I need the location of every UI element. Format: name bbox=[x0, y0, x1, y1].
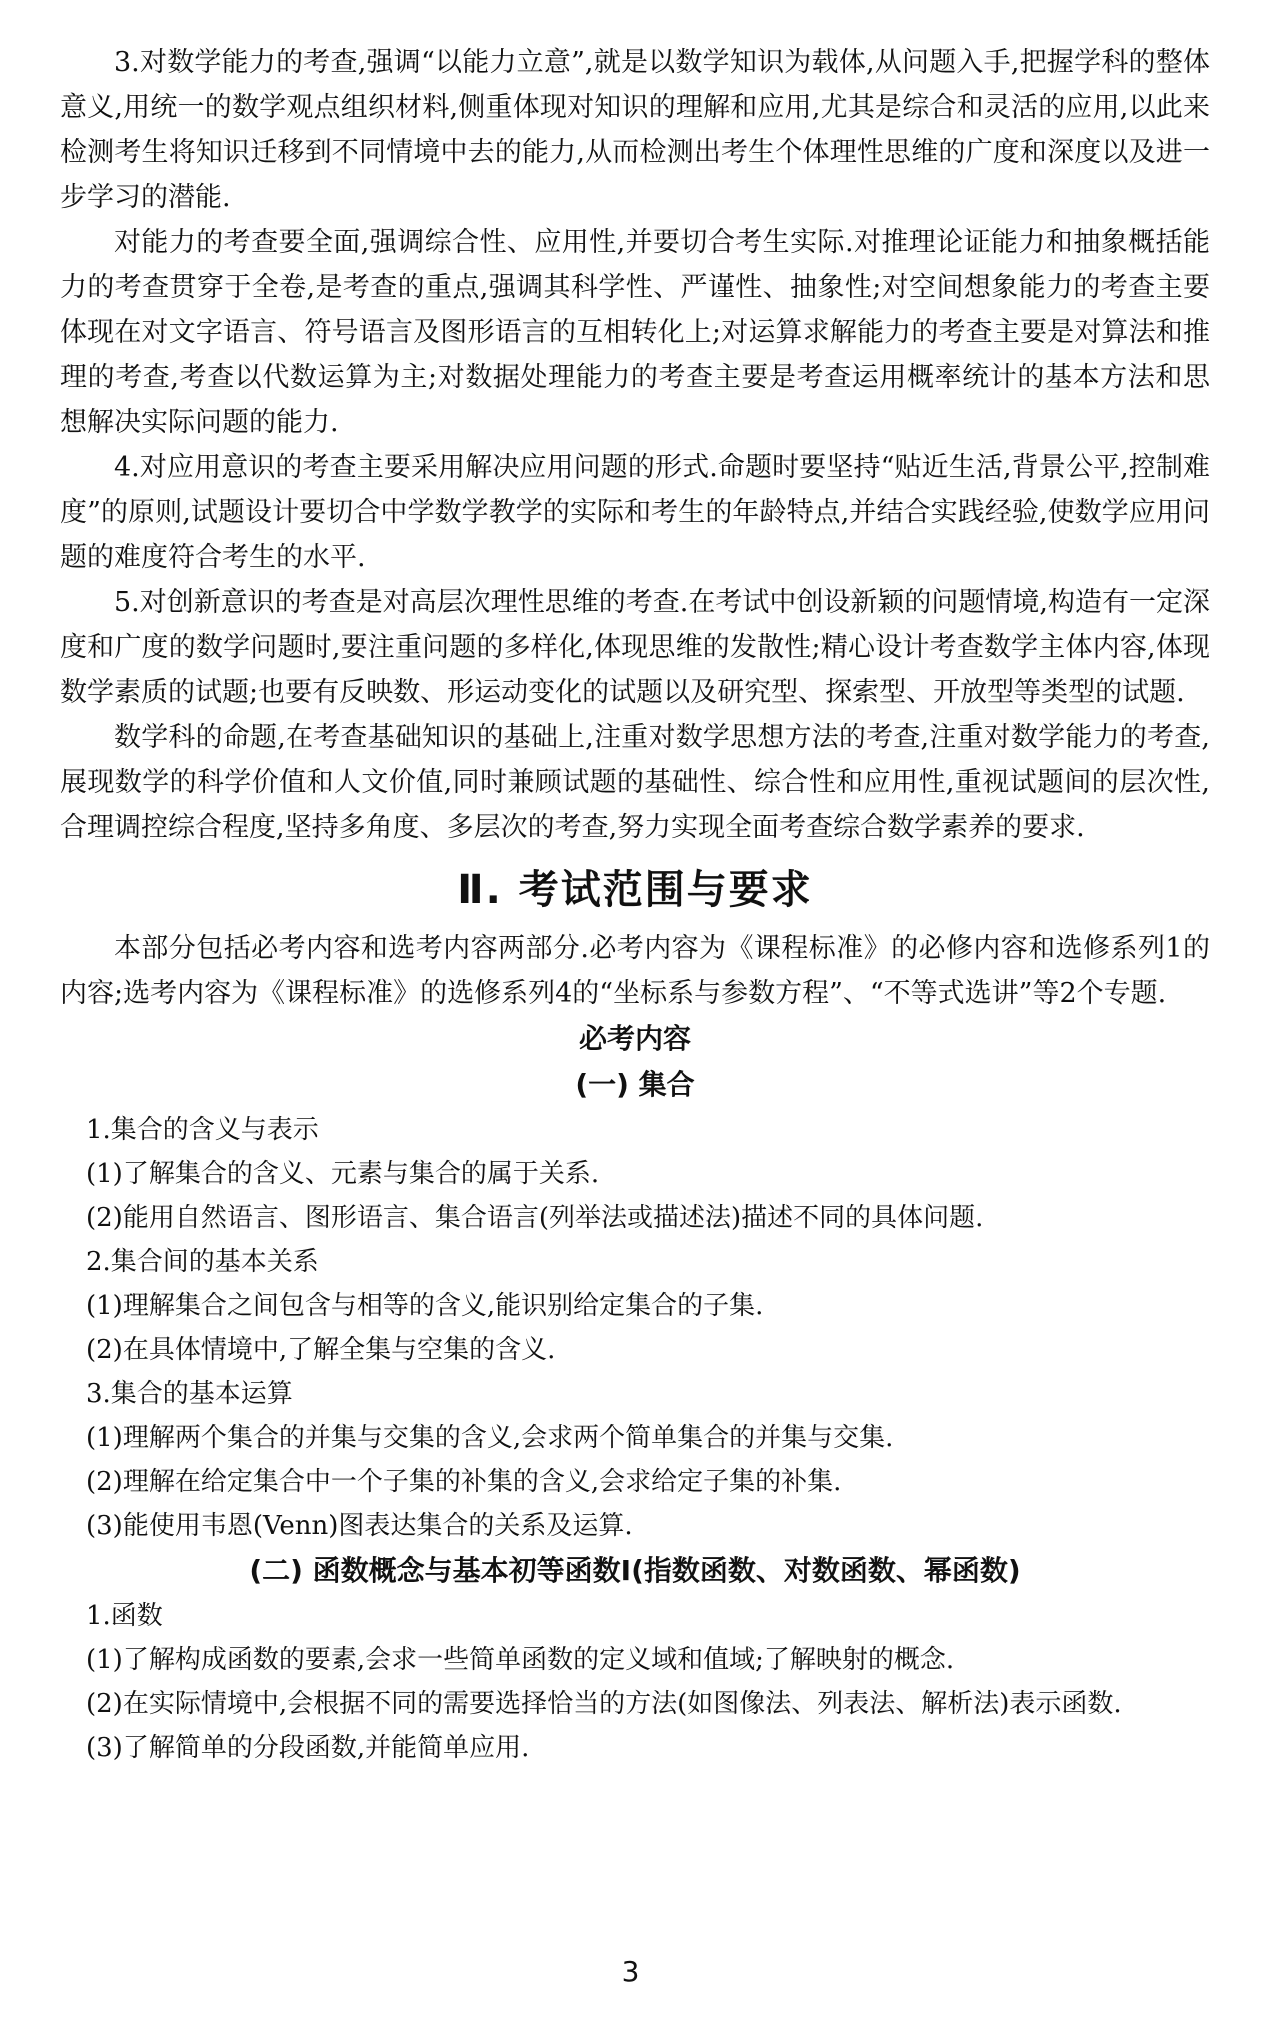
section-sets-title: (一) 集合 bbox=[575, 1068, 695, 1101]
list-item: (1)理解两个集合的并集与交集的含义,会求两个简单集合的并集与交集. bbox=[86, 1423, 894, 1453]
section-functions-title: (二) 函数概念与基本初等函数Ⅰ(指数函数、对数函数、幂函数) bbox=[249, 1554, 1021, 1587]
paragraph-ability-assessment: 对能力的考查要全面,强调综合性、应用性,并要切合考生实际.对推理论证能力和抽象概括能力的考查贯穿于全卷,是考查的重点,强调其科学性、严谨性、抽象性;对空间想象能力的考查主要体现在对文字语言、符号语言及图形语言的互相转化上;对运算求解能力的考查主要是对算法和推理的考查,考查以代数运算为主;对数据处理能力的考查主要是考查运用概率统计的基本方法和思想解决实际问题的能力. bbox=[60, 227, 1210, 438]
list-item: 1.函数 bbox=[86, 1601, 163, 1631]
list-item: (1)了解集合的含义、元素与集合的属于关系. bbox=[86, 1159, 600, 1189]
list-item: (2)在具体情境中,了解全集与空集的含义. bbox=[86, 1335, 556, 1365]
paragraph-math-proposition: 数学科的命题,在考查基础知识的基础上,注重对数学思想方法的考查,注重对数学能力的考查,展现数学的科学价值和人文价值,同时兼顾试题的基础性、综合性和应用性,重视试题间的层次性,合理调控综合程度,坚持多角度、多层次的考查,努力实现全面考查综合数学素养的要求. bbox=[60, 722, 1210, 843]
paragraph-math-ability: 3.对数学能力的考查,强调“以能力立意”,就是以数学知识为载体,从问题入手,把握学科的整体意义,用统一的数学观点组织材料,侧重体现对知识的理解和应用,尤其是综合和灵活的应用,以此来检测考生将知识迁移到不同情境中去的能力,从而检测出考生个体理性思维的广度和深度以及进一步学习的潜能. bbox=[60, 47, 1210, 213]
list-item: 2.集合间的基本关系 bbox=[86, 1247, 319, 1277]
list-item: (1)了解构成函数的要素,会求一些简单函数的定义域和值域;了解映射的概念. bbox=[86, 1645, 955, 1675]
section-intro: 本部分包括必考内容和选考内容两部分.必考内容为《课程标准》的必修内容和选修系列1的内容;选考内容为《课程标准》的选修系列4的“坐标系与参数方程”、“不等式选讲”等2个专题. bbox=[60, 933, 1210, 1009]
page-number: 3 bbox=[621, 1955, 640, 1988]
document-page bbox=[60, 40, 1210, 1770]
list-item: 3.集合的基本运算 bbox=[86, 1379, 293, 1409]
paragraph-innovation-awareness: 5.对创新意识的考查是对高层次理性思维的考查.在考试中创设新颖的问题情境,构造有一定深度和广度的数学问题时,要注重问题的多样化,体现思维的发散性;精心设计考查数学主体内容,体现数学素质的试题;也要有反映数、形运动变化的试题以及研究型、探索型、开放型等类型的试题. bbox=[60, 587, 1210, 708]
required-content-title: 必考内容 bbox=[578, 1022, 691, 1055]
list-item: (2)理解在给定集合中一个子集的补集的含义,会求给定子集的补集. bbox=[86, 1467, 842, 1497]
list-item: (2)能用自然语言、图形语言、集合语言(列举法或描述法)描述不同的具体问题. bbox=[86, 1203, 984, 1233]
list-item: (3)了解简单的分段函数,并能简单应用. bbox=[86, 1733, 530, 1763]
list-item: (1)理解集合之间包含与相等的含义,能识别给定集合的子集. bbox=[86, 1291, 764, 1321]
list-item: 1.集合的含义与表示 bbox=[86, 1115, 319, 1145]
list-item: (3)能使用韦恩(Venn)图表达集合的关系及运算. bbox=[86, 1511, 633, 1541]
section-title: Ⅱ. 考试范围与要求 bbox=[457, 867, 813, 913]
list-item: (2)在实际情境中,会根据不同的需要选择恰当的方法(如图像法、列表法、解析法)表示函数. bbox=[86, 1689, 1122, 1719]
paragraph-application-awareness: 4.对应用意识的考查主要采用解决应用问题的形式.命题时要坚持“贴近生活,背景公平,控制难度”的原则,试题设计要切合中学数学教学的实际和考生的年龄特点,并结合实践经验,使数学应用问题的难度符合考生的水平. bbox=[60, 452, 1210, 573]
